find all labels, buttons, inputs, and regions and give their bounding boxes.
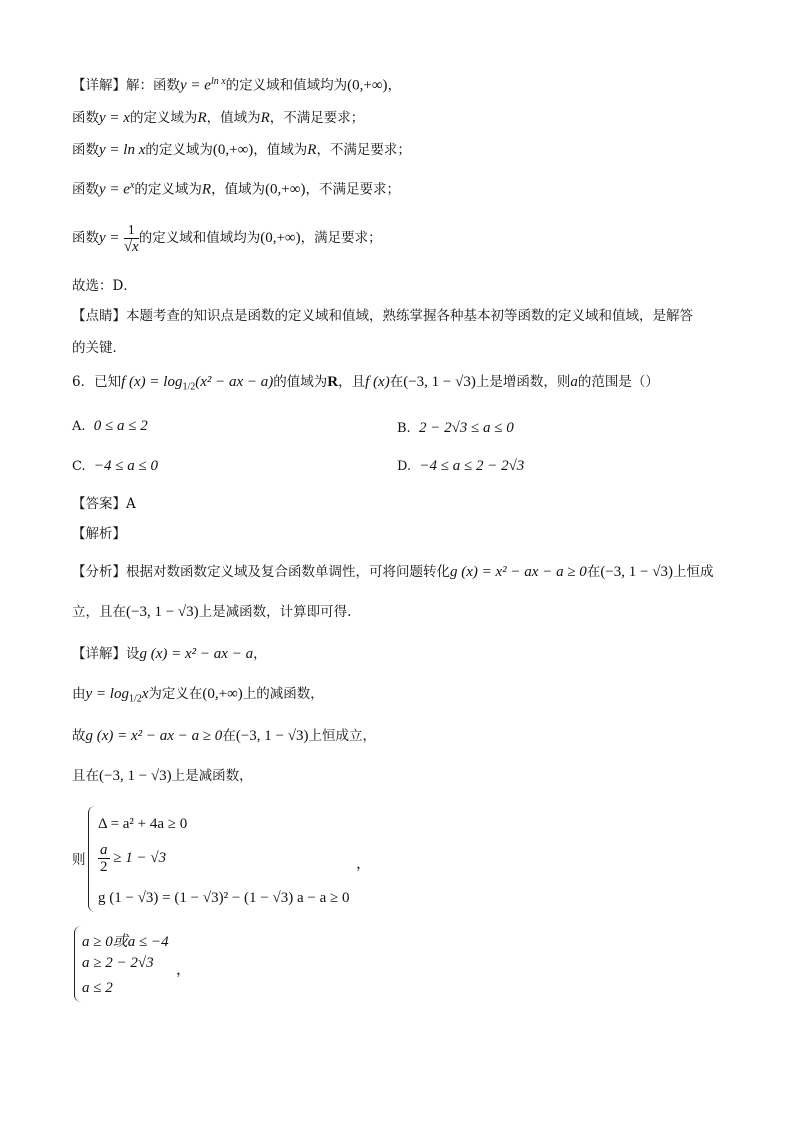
denominator: √x [123,239,139,255]
dianjing-line-1: 【点睛】本题考查的知识点是函数的定义域和值域，熟练掌握各种基本初等函数的定义域和值域，是解答 [72,308,693,324]
text: 上是减函数， [171,768,253,784]
interval: (0,+∞) [265,181,306,198]
detail-line-1 [72,72,401,96]
text: 【分析】根据对数函数定义域及复合函数单调性，可将问题转化 [72,564,450,580]
text: ，不满足要求； [269,110,365,126]
choose-line: 故选：D． [72,278,137,294]
option-d[interactable] [397,456,524,477]
math-sup: x [129,180,135,191]
system2-row-3: a ≤ 2 [82,980,113,996]
text: 【详解】解：函数 [72,77,180,94]
option-a[interactable] [72,416,148,437]
option-label: D. [397,459,412,474]
analysis-heading: 【解析】 [72,526,126,542]
text: 且在 [72,768,99,784]
fraction [98,842,110,875]
detail2-line-2 [72,684,324,710]
detail2-line-4 [72,766,253,786]
text: ，值域为 [206,110,261,126]
interval: (−3, 1 − √3) [403,374,476,390]
option-label: C. [72,459,86,474]
detail2-line-1 [72,644,267,664]
interval: (−3, 1 − √3) [600,564,673,580]
system2-row-2: a ≥ 2 − 2√3 [82,955,154,971]
text: 在 [586,564,601,580]
text: 故 [72,728,86,744]
text: 的定义域和值域均为 [138,230,261,246]
text: 上是减函数，计算即可得. [198,604,352,620]
math: y = log [85,686,129,702]
detail-line-5 [72,218,382,258]
text: 函数 [72,110,99,126]
text: 的范围是（） [577,374,659,390]
text: 函数 [72,142,99,158]
option-b[interactable] [397,418,514,439]
text: 的定义域为 [134,181,202,198]
option-text: 0 ≤ a ≤ 2 [93,418,148,434]
text: ，且 [338,374,366,390]
detail2-line-3 [72,726,376,746]
system2-comma: ， [176,962,192,978]
text: 的定义域和值域均为 [225,77,348,94]
text: 上的减函数， [242,686,324,702]
option-label: B. [397,421,411,436]
text: ， [387,77,402,94]
math: R [197,110,207,126]
system1-comma: ， [356,856,372,872]
text: 为定义在 [148,686,203,702]
text: ，满足要求； [300,230,382,246]
text: 上恒成 [672,564,714,580]
left-brace [74,926,81,1002]
log-base: 1/2 [182,381,196,393]
math: g (x) = x² − ax − a ≥ 0 [450,564,587,580]
text: 在 [222,728,236,744]
system2-row-1: a ≥ 0或a ≤ −4 [82,934,169,950]
interval: (0,+∞) [202,686,243,702]
math: R [307,142,317,158]
math: R [260,110,270,126]
math: y = ln x [99,142,146,158]
fraction [124,222,139,255]
system1-prefix: 则 [72,852,86,868]
text: 的值域为 [273,374,328,390]
math: f (x) = log [121,374,183,390]
text: 由 [72,686,86,702]
numerator: a [100,842,108,858]
denominator: 2 [100,859,108,875]
text: ，值域为 [253,142,308,158]
math: g (x) = x² − ax − a ≥ 0 [85,728,223,744]
text: 在 [389,374,404,390]
math: x [141,686,149,702]
system1-row-1: Δ = a² + 4a ≥ 0 [98,816,188,832]
interval: (−3, 1 − √3) [99,768,172,784]
interval: (0,+∞) [347,77,388,94]
text: 的定义域为 [145,142,213,158]
option-text: 2 − 2√3 ≤ a ≤ 0 [418,420,514,436]
interval: (−3, 1 − √3) [126,604,199,620]
text: ，不满足要求； [316,142,411,158]
math: y = x [99,110,130,126]
math: (x² − ax − a) [195,374,274,390]
fenxi-line-1 [72,562,713,582]
option-label: A. [72,419,86,434]
math: y = [99,230,120,246]
option-c[interactable] [72,456,158,477]
math: f (x) [365,374,390,390]
fenxi-line-2 [72,602,351,622]
math-sup: ln x [210,76,226,87]
text: 函数 [72,181,99,198]
math: R [201,181,212,198]
text: ， [253,646,267,662]
text: 立，且在 [72,604,126,620]
answer-line: 【答案】A [72,496,136,512]
left-brace [88,806,95,912]
text: ，不满足要求； [305,181,400,198]
text: 6．已知 [72,374,122,390]
detail-line-2 [72,108,364,128]
interval: (0,+∞) [212,142,254,158]
dianjing-line-2: 的关键． [72,340,126,356]
log-base: 1/2 [128,693,142,705]
option-text: −4 ≤ a ≤ 0 [93,458,158,474]
math: a [570,374,578,390]
system1-row-2 [98,842,166,875]
math: y = e [99,181,130,198]
text: 函数 [72,230,99,246]
detail-line-4 [72,176,400,200]
math: R [327,374,339,390]
math: ≥ 1 − √3 [113,849,167,866]
question-6 [72,372,659,398]
interval: (−3, 1 − √3) [235,728,309,744]
numerator: 1 [124,222,139,239]
option-text: −4 ≤ a ≤ 2 − 2√3 [419,458,525,474]
text: ，值域为 [211,181,266,198]
text: 【详解】设 [72,646,140,662]
text: 上恒成立， [308,728,376,744]
math: g (x) = x² − ax − a [139,646,254,662]
math: y = e [180,77,211,94]
text: 的定义域为 [129,110,198,126]
detail-line-3 [72,140,411,160]
system1-row-3: g (1 − √3) = (1 − √3)² − (1 − √3) a − a ≥ 0 [98,890,350,906]
text: 上是增函数，则 [475,374,571,390]
interval: (0,+∞) [260,230,301,246]
